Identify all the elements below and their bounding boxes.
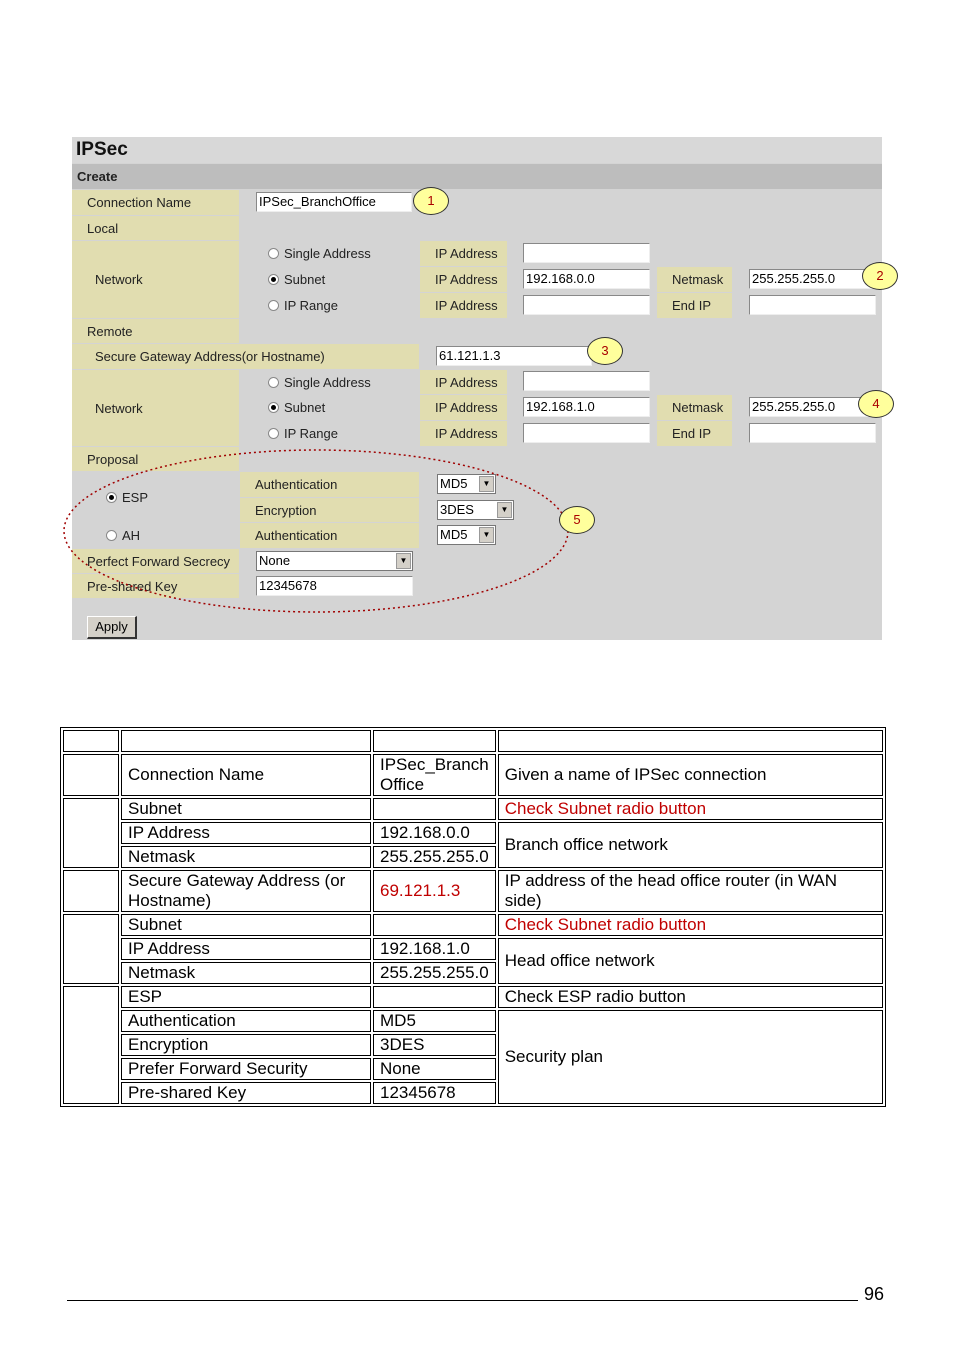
cell: Netmask: [121, 846, 371, 868]
netmask-label: Netmask: [657, 395, 732, 420]
cell: 255.255.255.0: [373, 846, 496, 868]
ip-address-label: IP Address: [420, 293, 507, 318]
apply-button[interactable]: Apply: [87, 616, 137, 639]
local-label: Local: [72, 216, 239, 240]
end-ip-label: End IP: [657, 421, 732, 446]
table-row: [63, 938, 883, 960]
footer-rule: [67, 1300, 858, 1301]
pfs-label: Perfect Forward Secrecy: [72, 549, 239, 573]
chevron-down-icon: ▼: [479, 476, 494, 492]
cell: 12345678: [373, 1082, 496, 1104]
cell: Authentication: [121, 1010, 371, 1032]
ip-address-label: IP Address: [420, 421, 507, 446]
psk-label: Pre-shared Key: [72, 574, 239, 598]
cell: IP Address: [121, 938, 371, 960]
local-netmask-input[interactable]: 255.255.255.0: [749, 269, 876, 289]
chevron-down-icon: ▼: [497, 502, 512, 518]
table-row: [63, 870, 883, 912]
remote-network-label: Network: [72, 370, 239, 446]
radio-label: Single Address: [284, 246, 371, 261]
cell: Check Subnet radio button: [498, 914, 883, 936]
page-number: 96: [864, 1284, 885, 1304]
cell: 255.255.255.0: [373, 962, 496, 984]
callout-1: 1: [413, 187, 449, 215]
ip-address-label: IP Address: [420, 267, 507, 292]
cell: Check ESP radio button: [498, 986, 883, 1008]
cell: Secure Gateway Address (or Hostname): [121, 870, 371, 912]
cell: 69.121.1.3: [373, 870, 496, 912]
cell: Subnet: [121, 914, 371, 936]
callout-3: 3: [587, 337, 623, 365]
selected-value: MD5: [440, 527, 468, 542]
radio-label: AH: [122, 528, 141, 543]
cell: Encryption: [121, 1034, 371, 1056]
remote-label: Remote: [72, 319, 239, 343]
cell: Netmask: [121, 962, 371, 984]
cell: Given a name of IPSec connection: [498, 754, 883, 796]
remote-netmask-input[interactable]: 255.255.255.0: [749, 397, 876, 417]
esp-authentication-label: Authentication: [240, 472, 419, 497]
netmask-label: Netmask: [657, 267, 732, 292]
table-row: [63, 822, 883, 844]
cell: 3DES: [373, 1034, 496, 1056]
selected-value: None: [259, 553, 291, 568]
end-ip-label: End IP: [657, 293, 732, 318]
cell: Check Subnet radio button: [498, 798, 883, 820]
cell: IPSec_Branch Office: [373, 754, 496, 796]
table-row: [63, 914, 883, 936]
cell: Prefer Forward Security: [121, 1058, 371, 1080]
radio-label: Single Address: [284, 375, 371, 390]
cell: 192.168.0.0: [373, 822, 496, 844]
ip-address-label: IP Address: [420, 241, 507, 266]
cell: Head office network: [498, 938, 883, 984]
psk-input[interactable]: 12345678: [256, 576, 413, 596]
radio-label: IP Range: [284, 426, 338, 441]
callout-5: 5: [559, 506, 595, 534]
chevron-down-icon: ▼: [396, 553, 411, 569]
ip-address-label: IP Address: [420, 370, 507, 394]
radio-label: ESP: [122, 489, 149, 505]
cell: MD5: [373, 1010, 496, 1032]
settings-table: [60, 727, 886, 1107]
cell: Branch office network: [498, 822, 883, 868]
selected-value: 3DES: [440, 502, 474, 517]
ah-authentication-label: Authentication: [240, 523, 419, 548]
selected-value: MD5: [440, 476, 468, 491]
callout-2: 2: [862, 262, 898, 290]
proposal-label: Proposal: [72, 447, 239, 471]
sga-label: Secure Gateway Address(or Hostname): [72, 344, 419, 369]
cell: Pre-shared Key: [121, 1082, 371, 1104]
cell: 192.168.1.0: [373, 938, 496, 960]
sga-input[interactable]: 61.121.1.3: [436, 346, 592, 366]
local-network-label: Network: [72, 241, 239, 318]
callout-4: 4: [858, 390, 894, 418]
cell: Subnet: [121, 798, 371, 820]
table-row: [63, 1010, 883, 1032]
section-header: Create: [72, 164, 882, 189]
local-subnet-ip-input[interactable]: 192.168.0.0: [523, 269, 650, 289]
cell: None: [373, 1058, 496, 1080]
table-row: [63, 798, 883, 820]
radio-label: Subnet: [284, 272, 326, 287]
cell: Connection Name: [121, 754, 371, 796]
cell: IP address of the head office router (in WAN side): [498, 870, 883, 912]
remote-subnet-ip-input[interactable]: 192.168.1.0: [523, 397, 650, 417]
esp-encryption-label: Encryption: [240, 498, 419, 522]
radio-label: IP Range: [284, 298, 338, 313]
connection-name-label: Connection Name: [72, 190, 239, 215]
panel-title: IPSec: [72, 137, 882, 163]
cell: IP Address: [121, 822, 371, 844]
cell: ESP: [121, 986, 371, 1008]
table-row: [63, 754, 883, 796]
ip-address-label: IP Address: [420, 395, 507, 420]
table-row: [63, 986, 883, 1008]
cell: Security plan: [498, 1010, 883, 1104]
chevron-down-icon: ▼: [479, 527, 494, 543]
radio-label: Subnet: [284, 400, 326, 415]
connection-name-input[interactable]: IPSec_BranchOffice: [256, 192, 412, 212]
